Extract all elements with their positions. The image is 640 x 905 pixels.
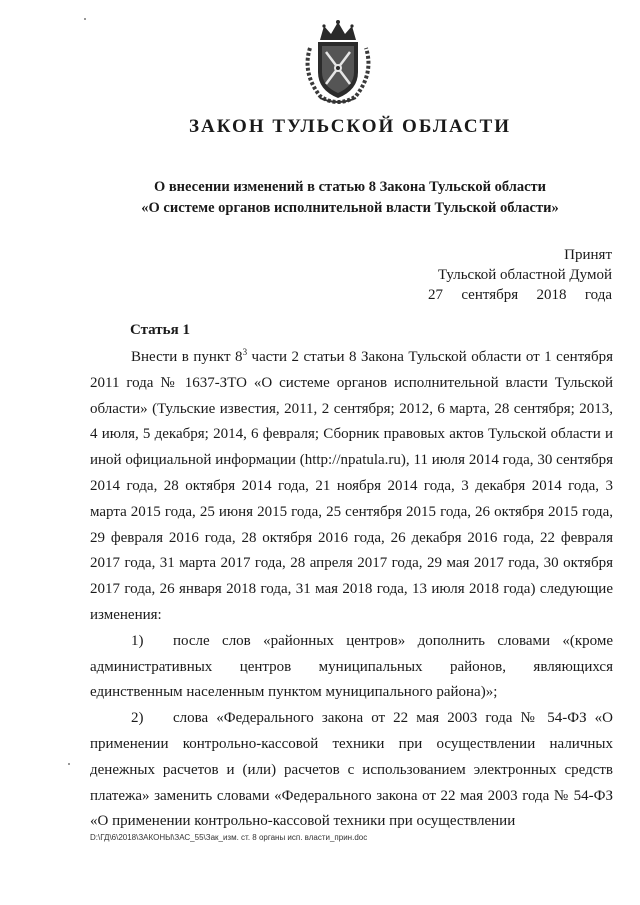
adoption-year-word: года bbox=[584, 287, 612, 303]
list-item bbox=[90, 629, 613, 706]
adoption-date bbox=[400, 285, 612, 305]
adoption-block bbox=[400, 245, 612, 305]
list-item bbox=[90, 706, 613, 835]
list-item-number: 2) bbox=[131, 710, 144, 727]
adopted-label: Принят bbox=[564, 247, 612, 263]
law-title: ЗАКОН ТУЛЬСКОЙ ОБЛАСТИ bbox=[188, 116, 512, 137]
file-path-footer: D:\ГД\6\2018\ЗАКОНЫ\ЗАС_55\Зак_изм. ст. 8 органы исп. власти_прин.doc bbox=[90, 833, 368, 842]
adopted-by: Тульской областной Думой bbox=[437, 267, 612, 283]
intro-text-start: Внести в пункт 8 bbox=[131, 349, 243, 365]
adoption-year: 2018 bbox=[536, 287, 567, 303]
list-item-number: 1) bbox=[131, 632, 144, 649]
law-subtitle-line-1: О внесении изменений в статью 8 Закона Тульской области bbox=[153, 179, 547, 195]
law-subtitle bbox=[100, 177, 600, 219]
intro-text-rest: части 2 статьи 8 Закона Тульской области от 1 сентября 2011 года № 1637-ЗТО «О системе органов исполнительной власти Тульской области» (Тульские известия, 2011, 2 сентября; 2012, 6 марта, 28 сентября; 2013, 4 июля, 5 декабря; 2014, 6 февраля; Сборник правовых актов Тульской области и иной официальной информации (http://npatula.ru), 11 июля 2014 года, 30 сентября 2014 года, 28 октября 2014 года, 21 ноября 2014 года, 3 декабря 2014 года, 3 марта 2015 года, 25 июня 2015 года, 25 сентября 2015 года, 26 октября 2015 года, 29 февраля 2016 года, 28 октября 2016 года, 26 декабря 2016 года, 22 февраля 2017 года, 31 марта 2017 года, 28 апреля 2017 года, 29 мая 2017 года, 30 октября 2017 года, 26 января 2018 года, 31 мая 2018 года, 13 июля 2018 года) следующие изменения: bbox=[90, 349, 613, 623]
article-intro-paragraph bbox=[90, 345, 613, 629]
article-body bbox=[90, 345, 613, 835]
article-heading: Статья 1 bbox=[130, 322, 190, 338]
adoption-month: сентября bbox=[461, 287, 519, 303]
list-item-text: после слов «районных центров» дополнить словами «(кроме административных центров муниципальных районов, являющихся единственным населенным пунктом муниципального района)»; bbox=[90, 632, 613, 701]
list-item-text: слова «Федерального закона от 22 мая 2003 года № 54-ФЗ «О применении контрольно-кассовой техники при осуществлении наличных денежных расчетов и (или) расчетов с использованием электронных средств платежа» заменить словами «Федерального закона от 22 мая 2003 года № 54-ФЗ «О применении контрольно-кассовой техники при осуществлении bbox=[90, 710, 613, 830]
adoption-day: 27 bbox=[428, 287, 443, 303]
scan-speck bbox=[68, 763, 70, 765]
intro-superscript: 3 bbox=[242, 347, 248, 357]
scan-speck bbox=[84, 18, 86, 20]
tula-coat-of-arms-emblem bbox=[298, 18, 378, 104]
law-subtitle-line-2: «О системе органов исполнительной власти Тульской области» bbox=[141, 200, 559, 216]
